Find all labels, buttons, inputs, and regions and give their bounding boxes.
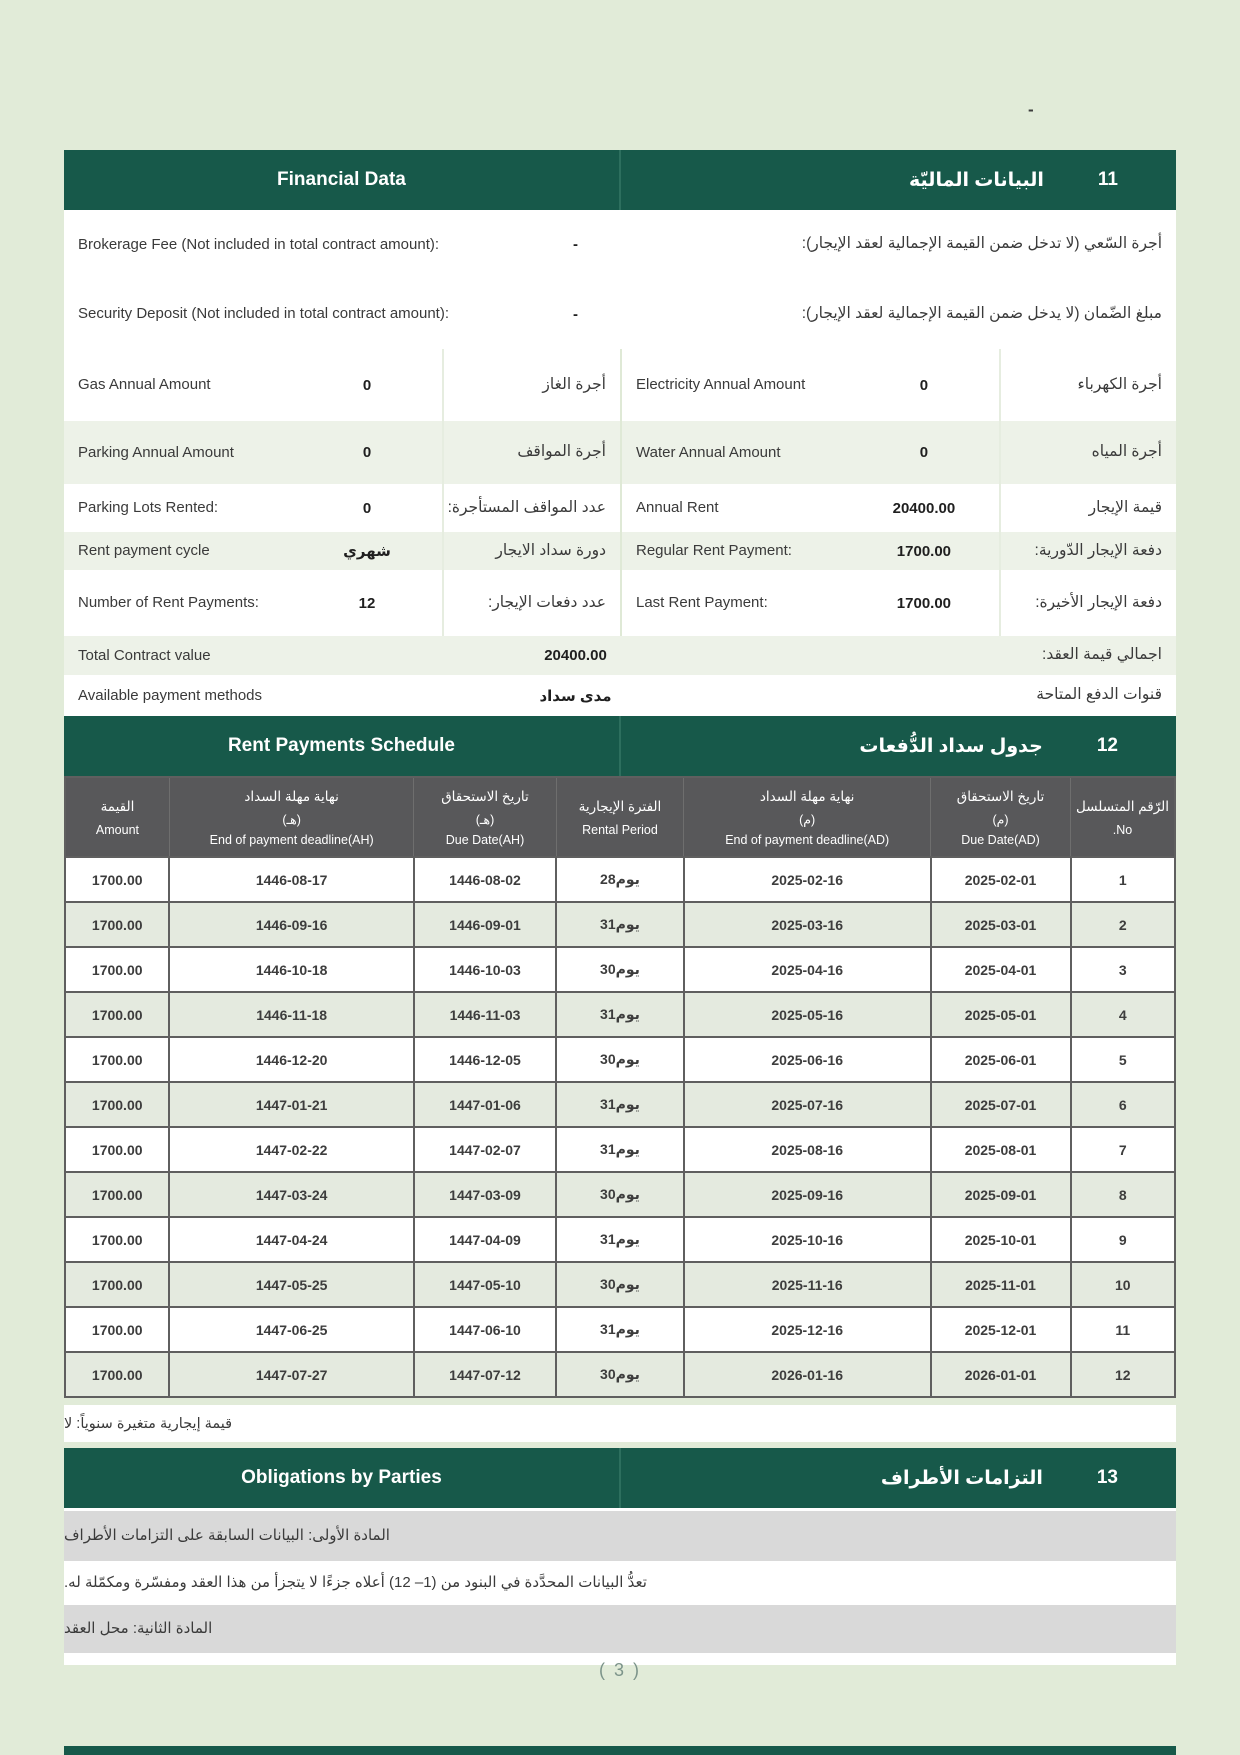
column-header-calendar: (م) — [992, 813, 1009, 828]
end_ad-cell: 2025-08-16 — [684, 1127, 931, 1172]
financial-value: 1700.00 — [849, 570, 1001, 636]
column-header-en: End of payment deadline(AH) — [209, 833, 374, 848]
financial-value: 20400.00 — [849, 484, 1001, 532]
due_ad-cell: 2025-10-01 — [931, 1217, 1071, 1262]
payment-row — [65, 1262, 1175, 1307]
no-cell: 8 — [1071, 1172, 1175, 1217]
financial-label-ar: أجرة المياه — [1091, 443, 1162, 461]
financial-label-ar: عدد المواقف المستأجرة: — [447, 498, 606, 516]
payment-row — [65, 992, 1175, 1037]
financial-half-left — [64, 532, 620, 570]
period-cell: 31يوم — [556, 1307, 684, 1352]
financial-row — [64, 349, 1176, 421]
variable-rent-note: قيمة إيجارية متغيرة سنوياً: لا — [64, 1405, 1176, 1442]
payment-row — [65, 1217, 1175, 1262]
financial-label-ar: دفعة الإيجار الأخيرة: — [1035, 593, 1162, 611]
page-number: ( 3 ) — [598, 1660, 641, 1680]
due_ad-cell: 2025-02-01 — [931, 857, 1071, 902]
end_ad-cell: 2025-04-16 — [684, 947, 931, 992]
no-cell: 7 — [1071, 1127, 1175, 1172]
financial-row — [64, 421, 1176, 484]
section-11-title-ar: البيانات الماليّة — [909, 169, 1044, 191]
column-header-end_ah — [169, 777, 413, 857]
column-header-en: .No — [1112, 823, 1133, 838]
due_ad-cell: 2025-03-01 — [931, 902, 1071, 947]
table-head — [65, 777, 1175, 857]
financial-data-rows — [64, 210, 1176, 716]
financial-label-ar: دورة سداد الايجار — [495, 541, 606, 559]
financial-label-ar: دفعة الإيجار الدّورية: — [1034, 541, 1162, 559]
end_ad-cell: 2026-01-16 — [684, 1352, 931, 1397]
end_ah-cell: 1446-09-16 — [169, 902, 413, 947]
end_ah-cell: 1447-01-21 — [169, 1082, 413, 1127]
amount-cell: 1700.00 — [65, 902, 169, 947]
financial-row — [64, 532, 1176, 570]
end_ah-cell: 1446-08-17 — [169, 857, 413, 902]
financial-label-ar: قنوات الدفع المتاحة — [1036, 686, 1162, 704]
end_ad-cell: 2025-07-16 — [684, 1082, 931, 1127]
period-cell: 30يوم — [556, 1352, 684, 1397]
financial-label-en: Gas Annual Amount — [78, 376, 211, 394]
end_ah-cell: 1446-10-18 — [169, 947, 413, 992]
financial-row — [64, 279, 1176, 349]
due_ah-cell: 1447-01-06 — [414, 1082, 556, 1127]
column-header-amount — [65, 777, 169, 857]
no-cell: 9 — [1071, 1217, 1175, 1262]
due_ad-cell: 2025-11-01 — [931, 1262, 1071, 1307]
column-header-calendar: (هـ) — [282, 813, 301, 828]
end_ah-cell: 1447-05-25 — [169, 1262, 413, 1307]
column-header-ar: نهاية مهلة السداد — [244, 789, 339, 804]
period-cell: 31يوم — [556, 992, 684, 1037]
financial-label-en: Rent payment cycle — [78, 542, 210, 560]
financial-value: 0 — [849, 349, 1001, 421]
financial-half-right — [620, 421, 1176, 484]
financial-row — [64, 636, 1176, 675]
financial-row — [64, 570, 1176, 636]
section-11-right — [621, 150, 1176, 210]
payment-row — [65, 857, 1175, 902]
due_ad-cell: 2026-01-01 — [931, 1352, 1071, 1397]
no-cell: 6 — [1071, 1082, 1175, 1127]
no-cell: 1 — [1071, 857, 1175, 902]
financial-label-ar: أجرة السّعي (لا تدخل ضمن القيمة الإجمالية لعقد الإيجار): — [801, 235, 1162, 253]
end_ad-cell: 2025-05-16 — [684, 992, 931, 1037]
section-12-number: 12 — [1096, 735, 1118, 756]
payment-row — [65, 1082, 1175, 1127]
financial-label-en: Brokerage Fee (Not included in total contract amount): — [78, 235, 440, 253]
due_ad-cell: 2025-06-01 — [931, 1037, 1071, 1082]
no-cell: 10 — [1071, 1262, 1175, 1307]
financial-label-en: Water Annual Amount — [636, 443, 781, 461]
end_ah-cell: 1447-03-24 — [169, 1172, 413, 1217]
amount-cell: 1700.00 — [65, 857, 169, 902]
due_ah-cell: 1446-10-03 — [414, 947, 556, 992]
section-rent-schedule-header — [64, 716, 1176, 776]
section-obligations-header — [64, 1448, 1176, 1508]
financial-value: 12 — [292, 570, 444, 636]
due_ah-cell: 1446-11-03 — [414, 992, 556, 1037]
financial-value: - — [573, 305, 578, 323]
section-12-title-en: Rent Payments Schedule — [227, 735, 455, 756]
end_ad-cell: 2025-06-16 — [684, 1037, 931, 1082]
column-header-end_ad — [684, 777, 931, 857]
financial-half-left — [64, 349, 620, 421]
section-12-title-ar: جدول سداد الدُّفعات — [859, 735, 1043, 757]
amount-cell: 1700.00 — [65, 1127, 169, 1172]
amount-cell: 1700.00 — [65, 947, 169, 992]
end_ah-cell: 1447-02-22 — [169, 1127, 413, 1172]
obligation-clause: المادة الثانية: محل العقد — [64, 1605, 1176, 1653]
no-cell: 4 — [1071, 992, 1175, 1037]
bottom-section-bar — [64, 1746, 1176, 1755]
financial-label-en: Regular Rent Payment: — [636, 542, 792, 560]
due_ah-cell: 1447-04-09 — [414, 1217, 556, 1262]
financial-row — [64, 484, 1176, 532]
section-11-left — [64, 150, 621, 210]
financial-value: شهري — [292, 532, 444, 570]
no-cell: 12 — [1071, 1352, 1175, 1397]
payment-row — [65, 1307, 1175, 1352]
section-13-left — [64, 1448, 621, 1508]
no-cell: 3 — [1071, 947, 1175, 992]
top-dash-text: - — [1028, 100, 1034, 119]
column-header-ar: الرّقم المتسلسل — [1075, 799, 1170, 814]
financial-value: 0 — [292, 484, 444, 532]
financial-value: 20400.00 — [544, 647, 607, 664]
financial-half-left — [64, 570, 620, 636]
financial-value: 0 — [849, 421, 1001, 484]
financial-value: 1700.00 — [849, 532, 1001, 570]
section-13-number: 13 — [1096, 1467, 1118, 1489]
payment-row — [65, 1037, 1175, 1082]
financial-half-right — [620, 570, 1176, 636]
financial-label-ar: قيمة الإيجار — [1088, 498, 1162, 516]
financial-label-en: Annual Rent — [636, 499, 719, 517]
due_ah-cell: 1446-12-05 — [414, 1037, 556, 1082]
due_ah-cell: 1447-02-07 — [414, 1127, 556, 1172]
financial-label-ar: عدد دفعات الإيجار: — [488, 593, 606, 611]
financial-label-en: Total Contract value — [78, 646, 211, 664]
due_ah-cell: 1447-07-12 — [414, 1352, 556, 1397]
due_ad-cell: 2025-08-01 — [931, 1127, 1071, 1172]
section-13-title-en: Obligations by Parties — [241, 1467, 442, 1489]
financial-label-en: Electricity Annual Amount — [636, 376, 806, 394]
period-cell: 28يوم — [556, 857, 684, 902]
column-header-ar: تاريخ الاستحقاق — [441, 789, 529, 804]
due_ah-cell: 1447-06-10 — [414, 1307, 556, 1352]
amount-cell: 1700.00 — [65, 1037, 169, 1082]
end_ah-cell: 1446-11-18 — [169, 992, 413, 1037]
section-11-title-en: Financial Data — [277, 169, 406, 190]
end_ah-cell: 1447-07-27 — [169, 1352, 413, 1397]
section-13-title-ar: التزامات الأطراف — [880, 1467, 1043, 1489]
due_ah-cell: 1447-03-09 — [414, 1172, 556, 1217]
financial-label-en: Available payment methods — [78, 686, 262, 704]
financial-label-ar: أجرة الغاز — [542, 375, 606, 393]
due_ad-cell: 2025-05-01 — [931, 992, 1071, 1037]
section-12-right — [621, 716, 1176, 776]
end_ah-cell: 1447-04-24 — [169, 1217, 413, 1262]
financial-half-right — [620, 349, 1176, 421]
due_ah-cell: 1446-09-01 — [414, 902, 556, 947]
amount-cell: 1700.00 — [65, 1307, 169, 1352]
due_ah-cell: 1447-05-10 — [414, 1262, 556, 1307]
financial-half-left — [64, 421, 620, 484]
contract-content — [64, 150, 1176, 1665]
table-body — [65, 857, 1175, 1397]
payment-row — [65, 902, 1175, 947]
financial-value: مدى سداد — [539, 687, 612, 705]
financial-label-en: Security Deposit (Not included in total contract amount): — [78, 305, 450, 323]
amount-cell: 1700.00 — [65, 1352, 169, 1397]
no-cell: 11 — [1071, 1307, 1175, 1352]
column-header-en: Due Date(AH) — [445, 833, 525, 848]
due_ad-cell: 2025-09-01 — [931, 1172, 1071, 1217]
financial-value: 0 — [292, 421, 444, 484]
section-13-right — [621, 1448, 1176, 1508]
end_ad-cell: 2025-11-16 — [684, 1262, 931, 1307]
financial-label-ar: أجرة المواقف — [517, 443, 606, 461]
section-12-left — [64, 716, 621, 776]
period-cell: 30يوم — [556, 1037, 684, 1082]
amount-cell: 1700.00 — [65, 1262, 169, 1307]
financial-label-ar: اجمالي قيمة العقد: — [1042, 646, 1162, 664]
period-cell: 30يوم — [556, 947, 684, 992]
period-cell: 31يوم — [556, 1127, 684, 1172]
financial-label-ar: أجرة الكهرباء — [1077, 375, 1162, 393]
end_ad-cell: 2025-09-16 — [684, 1172, 931, 1217]
no-cell: 2 — [1071, 902, 1175, 947]
period-cell: 31يوم — [556, 902, 684, 947]
amount-cell: 1700.00 — [65, 1172, 169, 1217]
financial-half-left — [64, 484, 620, 532]
end_ah-cell: 1447-06-25 — [169, 1307, 413, 1352]
due_ah-cell: 1446-08-02 — [414, 857, 556, 902]
amount-cell: 1700.00 — [65, 1082, 169, 1127]
payment-row — [65, 947, 1175, 992]
end_ad-cell: 2025-10-16 — [684, 1217, 931, 1262]
end_ad-cell: 2025-03-16 — [684, 902, 931, 947]
financial-label-ar: مبلغ الضّمان (لا يدخل ضمن القيمة الإجمالية لعقد الإيجار): — [801, 304, 1162, 322]
column-header-en: Amount — [95, 823, 140, 838]
amount-cell: 1700.00 — [65, 1217, 169, 1262]
column-header-due_ah — [414, 777, 556, 857]
table-header-row — [65, 777, 1175, 857]
column-header-ar: القيمة — [100, 799, 135, 814]
period-cell: 31يوم — [556, 1082, 684, 1127]
column-header-en: Rental Period — [582, 823, 658, 838]
period-cell: 30يوم — [556, 1262, 684, 1307]
financial-label-en: Number of Rent Payments: — [78, 594, 259, 612]
obligation-clause: تعدُّ البيانات المحدَّدة في البنود من (1– 12) أعلاه جزءًا لا يتجزأ من هذا العقد ومفسّرة ومكمّلة له. — [64, 1561, 1176, 1605]
section-financial-data-header — [64, 150, 1176, 210]
due_ad-cell: 2025-04-01 — [931, 947, 1071, 992]
due_ad-cell: 2025-07-01 — [931, 1082, 1071, 1127]
due_ad-cell: 2025-12-01 — [931, 1307, 1071, 1352]
obligation-clauses — [64, 1508, 1176, 1665]
financial-half-right — [620, 484, 1176, 532]
payment-row — [65, 1127, 1175, 1172]
financial-label-en: Last Rent Payment: — [636, 594, 768, 612]
column-header-period — [556, 777, 684, 857]
amount-cell: 1700.00 — [65, 992, 169, 1037]
end_ad-cell: 2025-02-16 — [684, 857, 931, 902]
period-cell: 30يوم — [556, 1172, 684, 1217]
payment-row — [65, 1172, 1175, 1217]
column-header-calendar: (هـ) — [475, 813, 495, 828]
financial-value: 0 — [292, 349, 444, 421]
column-header-no — [1071, 777, 1175, 857]
financial-label-en: Parking Annual Amount — [78, 443, 234, 461]
obligation-clause: المادة الأولى: البيانات السابقة على التزامات الأطراف — [64, 1511, 1176, 1561]
financial-half-right — [620, 532, 1176, 570]
financial-label-en: Parking Lots Rented: — [78, 499, 219, 517]
rent-payments-table — [64, 776, 1176, 1398]
end_ah-cell: 1446-12-20 — [169, 1037, 413, 1082]
no-cell: 5 — [1071, 1037, 1175, 1082]
column-header-due_ad — [931, 777, 1071, 857]
column-header-ar: الفترة الإيجارية — [578, 799, 662, 814]
end_ad-cell: 2025-12-16 — [684, 1307, 931, 1352]
column-header-ar: نهاية مهلة السداد — [759, 789, 855, 804]
financial-row — [64, 210, 1176, 279]
financial-row — [64, 675, 1176, 716]
financial-value: - — [573, 236, 578, 253]
column-header-calendar: (م) — [799, 813, 816, 828]
payment-row — [65, 1352, 1175, 1397]
column-header-ar: تاريخ الاستحقاق — [956, 789, 1045, 804]
section-11-number: 11 — [1097, 169, 1118, 190]
column-header-en: Due Date(AD) — [961, 833, 1040, 848]
period-cell: 31يوم — [556, 1217, 684, 1262]
column-header-en: End of payment deadline(AD) — [725, 833, 890, 848]
